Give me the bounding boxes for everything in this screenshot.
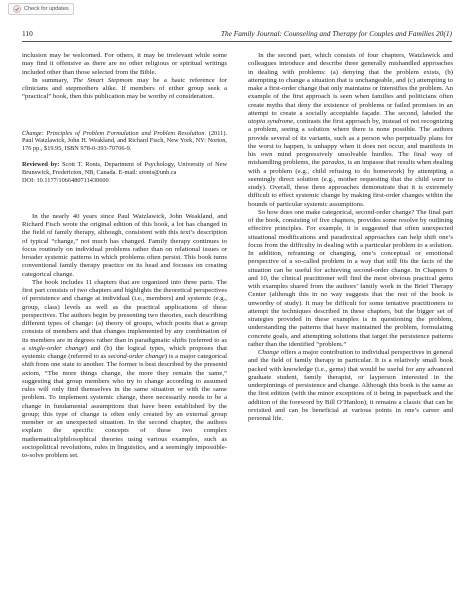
page-number: 110: [22, 29, 33, 38]
paragraph: In the nearly 40 years since Paul Watzlawick, John Weakland, and Richard Fisch wrote the original edition of this book, a lot has changed in the field of family therapy, although, consistent with this text’s description of typical “change,” not much has changed. Family therapy continues to focus routinely on individual problems rather than on relational issues or broader systemic patterns in which problems often persist. This book turns conventional family therapy practice on its head and focuses on creating categorical change.: [22, 212, 227, 278]
paragraph: In summary, The Smart Stepmom may be a basic reference for clinicians and stepmothers alike. If members of either group seek a “practical” book, then this publication may be worthy of consideration.: [22, 76, 228, 101]
running-header: [22, 29, 452, 42]
paragraph: The book includes 11 chapters that are organized into three parts. The first part consists of two chapters and highlights the theoretical perspectives of persistence and change at individual (i.e., members) and systemic (e.g., group, class) levels as well as the practical applications of these perspectives. The authors begin by presenting two theories, each describing different types of change: (a) theory of groups, which posits that a group consists of members and that changes implemented by any combination of its members are in degrees rather than in paradigmatic shifts (referred to as a single-order change) and (b) the logical types, which proposes that systemic change (referred to as second-order change) is a major categorical shift from one state to another. The former is best described by the presentd axiom, “The more things change, the more they remain the same,” suggesting that group members who try to change according to assumed rules will only find themselves in the same situation or with the same problem. To implement systemic change, there necessarily needs to be a change in fundamental assumptions that have been established by the group; this type of change is often only created by an external group member or an unexpected situation. In the second chapter, the authors explain the specific concepts of these two complex mathematical/philosophical theories using various examples, such as sociopolitical revolutions, rules in linguistics, and a seemingly impossible-to-solve problem set.: [22, 278, 227, 460]
badge-label: Check for updates: [24, 6, 69, 12]
left-column: [22, 52, 227, 460]
right-column: [248, 52, 453, 423]
paragraph: So how does one make categorical, second-order change? The final part of the book, consisting of five chapters, provides some resolve by outlining effective principles. For example, it is suggested that often unexpected situational modifications and paradoxical approaches can help shift one’s focus from the difficulty in dealing with a particular problem to a solution. In addition, reframing or changing, one’s conceptual or emotional perspective of a so-called problem in a way that still fits the facts of the situation can be useful for achieving second-order change. In Chapters 9 and 10, the clinical practitioner will find the most obvious practical gems with examples shared from the authors’ family work in the Brief Therapy Center (although this in no way suggests that the rest of the book is unworthy of study). It may be difficult for some tentative practitioners to attempt the techniques described in these chapters, but the bigger set of strategies provided in these examples is in questioning the problem, understanding the patterns that have maintained the problem, formulating concrete goals, and attempting solutions that target the persistence patterns rather than the identified “problem.”: [248, 208, 453, 348]
paragraph: Change offers a major contribution to individual perspectives in general and the field of family therapy in particular. It is a relatively small book packed with knowledge (i.e., gems) that would be useful for any advanced graduate student, family therapist, or layperson interested in the underpinnings of persistence and change. Although this book is the same as the first edition (with the minor exceptions of it being in paperback and the addition of the foreword by Bill O’Hanlon), it remains a classic that can be revisited and can be beneficial at various points in one’s career and personal life.: [248, 349, 453, 422]
reviewer-info: Reviewed by: Scott T. Ronis, Department of Psychology, University of New Brunswick, Fredericton, NB, Canada. E-mail: sronis@unb.ca: [22, 161, 228, 177]
doi: DOI: 10.1177/1066480711430600: [22, 177, 109, 185]
crossmark-icon: [13, 5, 21, 13]
paragraph: In the second part, which consists of four chapters, Watzlawick and colleagues introduce and describe three generally mishandled approaches in dealing with problems: (a) denying that the problem exists, (b) attempting to change a situation that is unchangeable, and (c) attempting to make a first-order change that only maintains or intensifies the problem. An example of the first approach is seen when families and politicians often create myths that deny the existence of problems or failed promises in an attempt to create a socially acceptable façade. The second, labeled the utopia syndrome, contrasts the first approach by, instead of not recognizing a problem, seeing a solution where there is none possible. The authors provide several of its variants, such as a person who perpetually plans for the worst to happen, is unhappy when it does not occur, and manifests in his own mind progressively unsolvable hurdles. The final way of mishandling problems, the paradox, is an impasse that results when dealing with a problem (e.g., child refusing to do homework) by attempting a seemingly direct solution (e.g., mother requesting that the child want to study). Overall, these three approaches demonstrate that it is extremely difficult to effect systemic change by making first-order changes within the bounds of particular systemic assumptions.: [248, 52, 454, 208]
check-for-updates-badge[interactable]: [8, 3, 74, 15]
book-reference: Change: Principles of Problem Formulation and Problem Resolution. (2011). Paul Watzlawick, John H. Weakland, and Richard Fisch, New York, NY: Norton, 176 pp., $19.95, ISBN 978-0-393-70706-9.: [22, 129, 227, 153]
journal-title: The Family Journal: Counseling and Therapy for Couples and Families 20(1): [220, 29, 452, 38]
paragraph: inclusion may be welcomed. For others, it may be irrelevant while some may find it offensive as there are no other religious or spiritual writings included other than those selected from the Bible.: [22, 52, 227, 76]
